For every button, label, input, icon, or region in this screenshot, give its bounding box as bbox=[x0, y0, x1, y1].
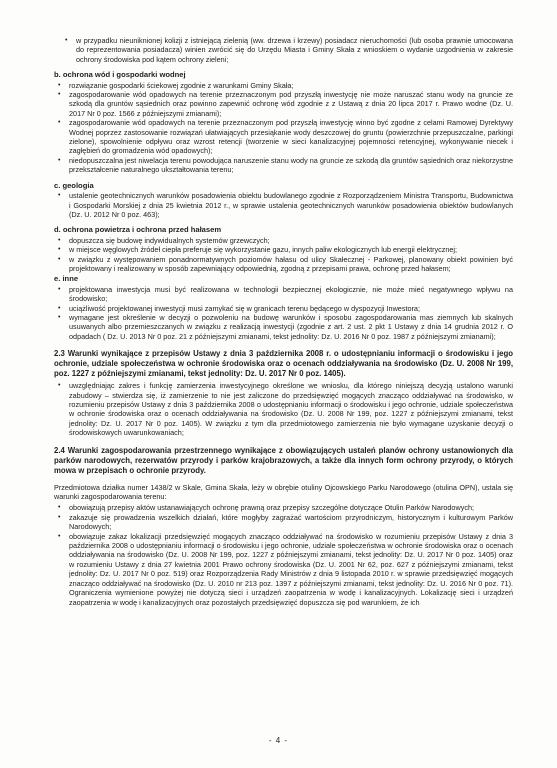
list-item: • ustalenie geotechnicznych warunków posadowienia obiektu budowlanego zgodnie z Rozporządzeniem Ministra Transportu, Budownictwa i Gospodarki Morskiej z dnia 25 kwietnia 2012 r., w sprawie ustalenia geotechnicznych warunków posadowienia obiektów budowlanych (Dz. U. 2012 Nr 0 poz. 463); bbox=[54, 191, 513, 219]
list-item: • w związku z występowaniem ponadnormatywnych poziomów hałasu od ulicy Skałecznej - Parkowej, planowany obiekt powinien być projektowany i realizowany w sposób zapewniający odpowiednią, zgodną z przepisami prawa, ochronę przed hałasem; bbox=[54, 255, 513, 274]
page-number: - 4 - bbox=[268, 736, 289, 745]
list-item: • zakazuje się prowadzenia wszelkich działań, które mogłyby zagrażać wartościom przyrodniczym, historycznym i kulturowym Parków Narodowych; bbox=[54, 513, 513, 532]
list-c bbox=[54, 191, 513, 219]
paragraph-intro: Przedmiotowa działka numer 1438/2 w Skale, Gmina Skała, leży w obrębie otuliny Ojcowskiego Parku Narodowego (otulina OPN), ustala się warunki zagospodarowania terenu: bbox=[54, 482, 513, 502]
list-item: • obowiązuje zakaz lokalizacji przedsięwzięć mogących znacząco oddziaływać na środowisko w rozumieniu przepisów Ustawy z dnia 3 października 2008 o udostępnianiu informacji o środowisku i jego ochronie, udziale społeczeństwa w ochronie środowiska oraz o ocenach oddziaływania na środowisko (Dz. U. 2008 Nr 199, poz. 1227 z późniejszymi zmianami, tekst jednolity: Dz. U. 2017 Nr 0 poz. 1405) oraz w rozumieniu Ustawy z dnia 27 kwietnia 2001 Prawo ochrony środowiska (Dz. U. 2001 Nr 62, poz. 627 z późniejszymi zmianami, tekst jednolity: Dz. U. 2017 Nr 0 poz. 519) oraz Rozporządzenia Rady Ministrów z dnia 9 listopada 2010 r. w sprawie przedsięwzięć mogących znacząco oddziaływać na środowisko (Dz. U. 2010 nr 213 poz. 1397 z późniejszymi zmianami, tekst jednolity: Dz. U. 2016 Nr 0 poz. 71). Ograniczenia wymienione powyżej nie dotyczą sieci i urządzeń zaopatrzenia w wodę i kanalizacyjnych. Lokalizację sieci i urządzeń zaopatrzenia w wodę i kanalizacyjnych oraz pozostałych przedsięwzięć dopuszcza się pod warunkiem, że ich bbox=[54, 532, 513, 607]
list-d bbox=[54, 236, 513, 274]
section-heading-2-4: 2.4 Warunki zagospodarowania przestrzennego wynikające z obowiązujących ustaleń planów ochrony ustanowionych dla parków narodowych, rezerwatów przyrody i parków krajobrazowych, a także dla innych form ochrony przyrody, o których mowa w przepisach o ochronie przyrody. bbox=[54, 445, 513, 475]
list-item: • rozwiązanie gospodarki ściekowej zgodnie z warunkami Gminy Skała; bbox=[54, 81, 513, 90]
section-heading-e: e. inne bbox=[54, 274, 79, 284]
list-e bbox=[54, 285, 513, 341]
list-item: • zagospodarowanie wód opadowych na terenie przeznaczonym pod przyszłą inwestycję nie może naruszać stanu wody na gruncie ze szkodą dla gruntów sąsiednich oraz powinno zapewnić ochronę wód zgodnie z z Ustawą z dnia 20 lipca 2017 r. Prawo wodne (Dz. U. 2017 Nr 0 poz. 1566 z późniejszymi zmianami); bbox=[54, 90, 513, 118]
section-heading-c: c. geologia bbox=[54, 180, 94, 190]
list-2-3 bbox=[54, 381, 513, 437]
list-item: • niedopuszczalna jest niwelacja terenu powodująca naruszenie stanu wody na gruncie ze szkodą dla gruntów sąsiednich oraz niekorzystne przekształcenie naturalnego ukształtowania terenu; bbox=[54, 156, 513, 175]
list-item: • projektowana inwestycja musi być realizowana w technologii bezpiecznej ekologicznie, nie może mieć negatywnego wpływu na środowisko; bbox=[54, 285, 513, 304]
list-b bbox=[54, 81, 513, 175]
list-item: • uciążliwość projektowanej inwestycji musi zamykać się w granicach terenu będącego w dyspozycji Inwestora; bbox=[54, 304, 513, 313]
list-item: • w przypadku nieuniknionej kolizji z istniejącą zielenią (ww. drzewa i krzewy) posiadacz nieruchomości (lub osoba prawnie umocowana do reprezentowania posiadacza) winien zwrócić się do Urzędu Miasta i Gminy Skała z wnioskiem o wydanie uzgodnienia w zakresie ochrony środowiska pod kątem ochrony zieleni; bbox=[54, 36, 513, 64]
list-item: • dopuszcza się budowę indywidualnych systemów grzewczych; bbox=[54, 236, 513, 245]
list-item: • uwzględniając zakres i funkcję zamierzenia inwestycyjnego określone we wniosku, dla którego niniejszą decyzją ustalono warunki zabudowy – stwierdza się, iż zamierzenie to nie jest zaliczone do przedsięwzięć mogących znacząco oddziaływać na środowisko, w rozumieniu przepisów Ustawy z dnia 3 października 2008 o udostępnianiu informacji o środowisku i jego ochronie, udziale społeczeństwa w ochronie środowiska oraz o ocenach oddziaływania na środowisko (Dz. U. 2008 Nr 199, poz. 1227 z późniejszymi zmianami, tekst jednolity: Dz. U. 2017 Nr 0 poz. 1405). W związku z tym dla przedmiotowego zamierzenia nie było wymagane uzyskanie decyzji o środowiskowych uwarunkowaniach; bbox=[54, 381, 513, 437]
list-item: • zagospodarowanie wód opadowych na terenie przeznaczonym pod przyszłą inwestycję winno być zgodne z celami Ramowej Dyrektywy Wodnej poprzez zastosowanie rozwiązań ułatwiających przesiąkanie wody deszczowej do gruntu (powierzchnie przepuszczalne, parkingi zielone), spowolnienie odpływu oraz wzrost retencji (tworzenie w sieci kanalizacyjnej pojemności retencyjnej, wykonywanie niecek i zagłębień do gromadzenia wód opadowych); bbox=[54, 118, 513, 156]
section-heading-d: d. ochrona powietrza i ochrona przed hałasem bbox=[54, 225, 222, 235]
section-heading-b: b. ochrona wód i gospodarki wodnej bbox=[54, 70, 186, 80]
section-heading-2-3: 2.3 Warunki wynikające z przepisów Ustawy z dnia 3 października 2008 r. o udostępnianiu informacji o środowisku i jego ochronie, udziale społeczeństwa w ochronie środowiska oraz o ocenach oddziaływania na środowisko (Dz. U. 2008 Nr 199, poz. 1227 z późniejszymi zmianami, tekst jednolity: Dz. U. 2017 Nr 0 poz. 1405). bbox=[54, 349, 513, 379]
list-item: • wymagane jest określenie w decyzji o pozwoleniu na budowę warunków i sposobu zagospodarowania mas ziemnych lub skalnych usuwanych albo przemieszczanych w związku z realizacją inwestycji (zgodnie z art. 2 ust. 2 pkt 1 Ustawy z dnia 14 grudnia 2012 r. O odpadach ( Dz. U. 2013 Nr 0 poz. 21 z późniejszymi zmianami, tekst jednolity: Dz. U. 2016 Nr 0 poz. 1987 z późniejszymi zmianami); bbox=[54, 313, 513, 341]
list-item: • obowiązują przepisy aktów ustanawiających ochronę prawną oraz przepisy szczególne dotyczące Otulin Parków Narodowych; bbox=[54, 503, 513, 512]
list-item: • w miejsce węglowych źródeł ciepła preferuje się wykorzystanie gazu, innych paliw ekologicznych lub energii elektrycznej; bbox=[54, 245, 513, 254]
list-2-4 bbox=[54, 503, 513, 606]
